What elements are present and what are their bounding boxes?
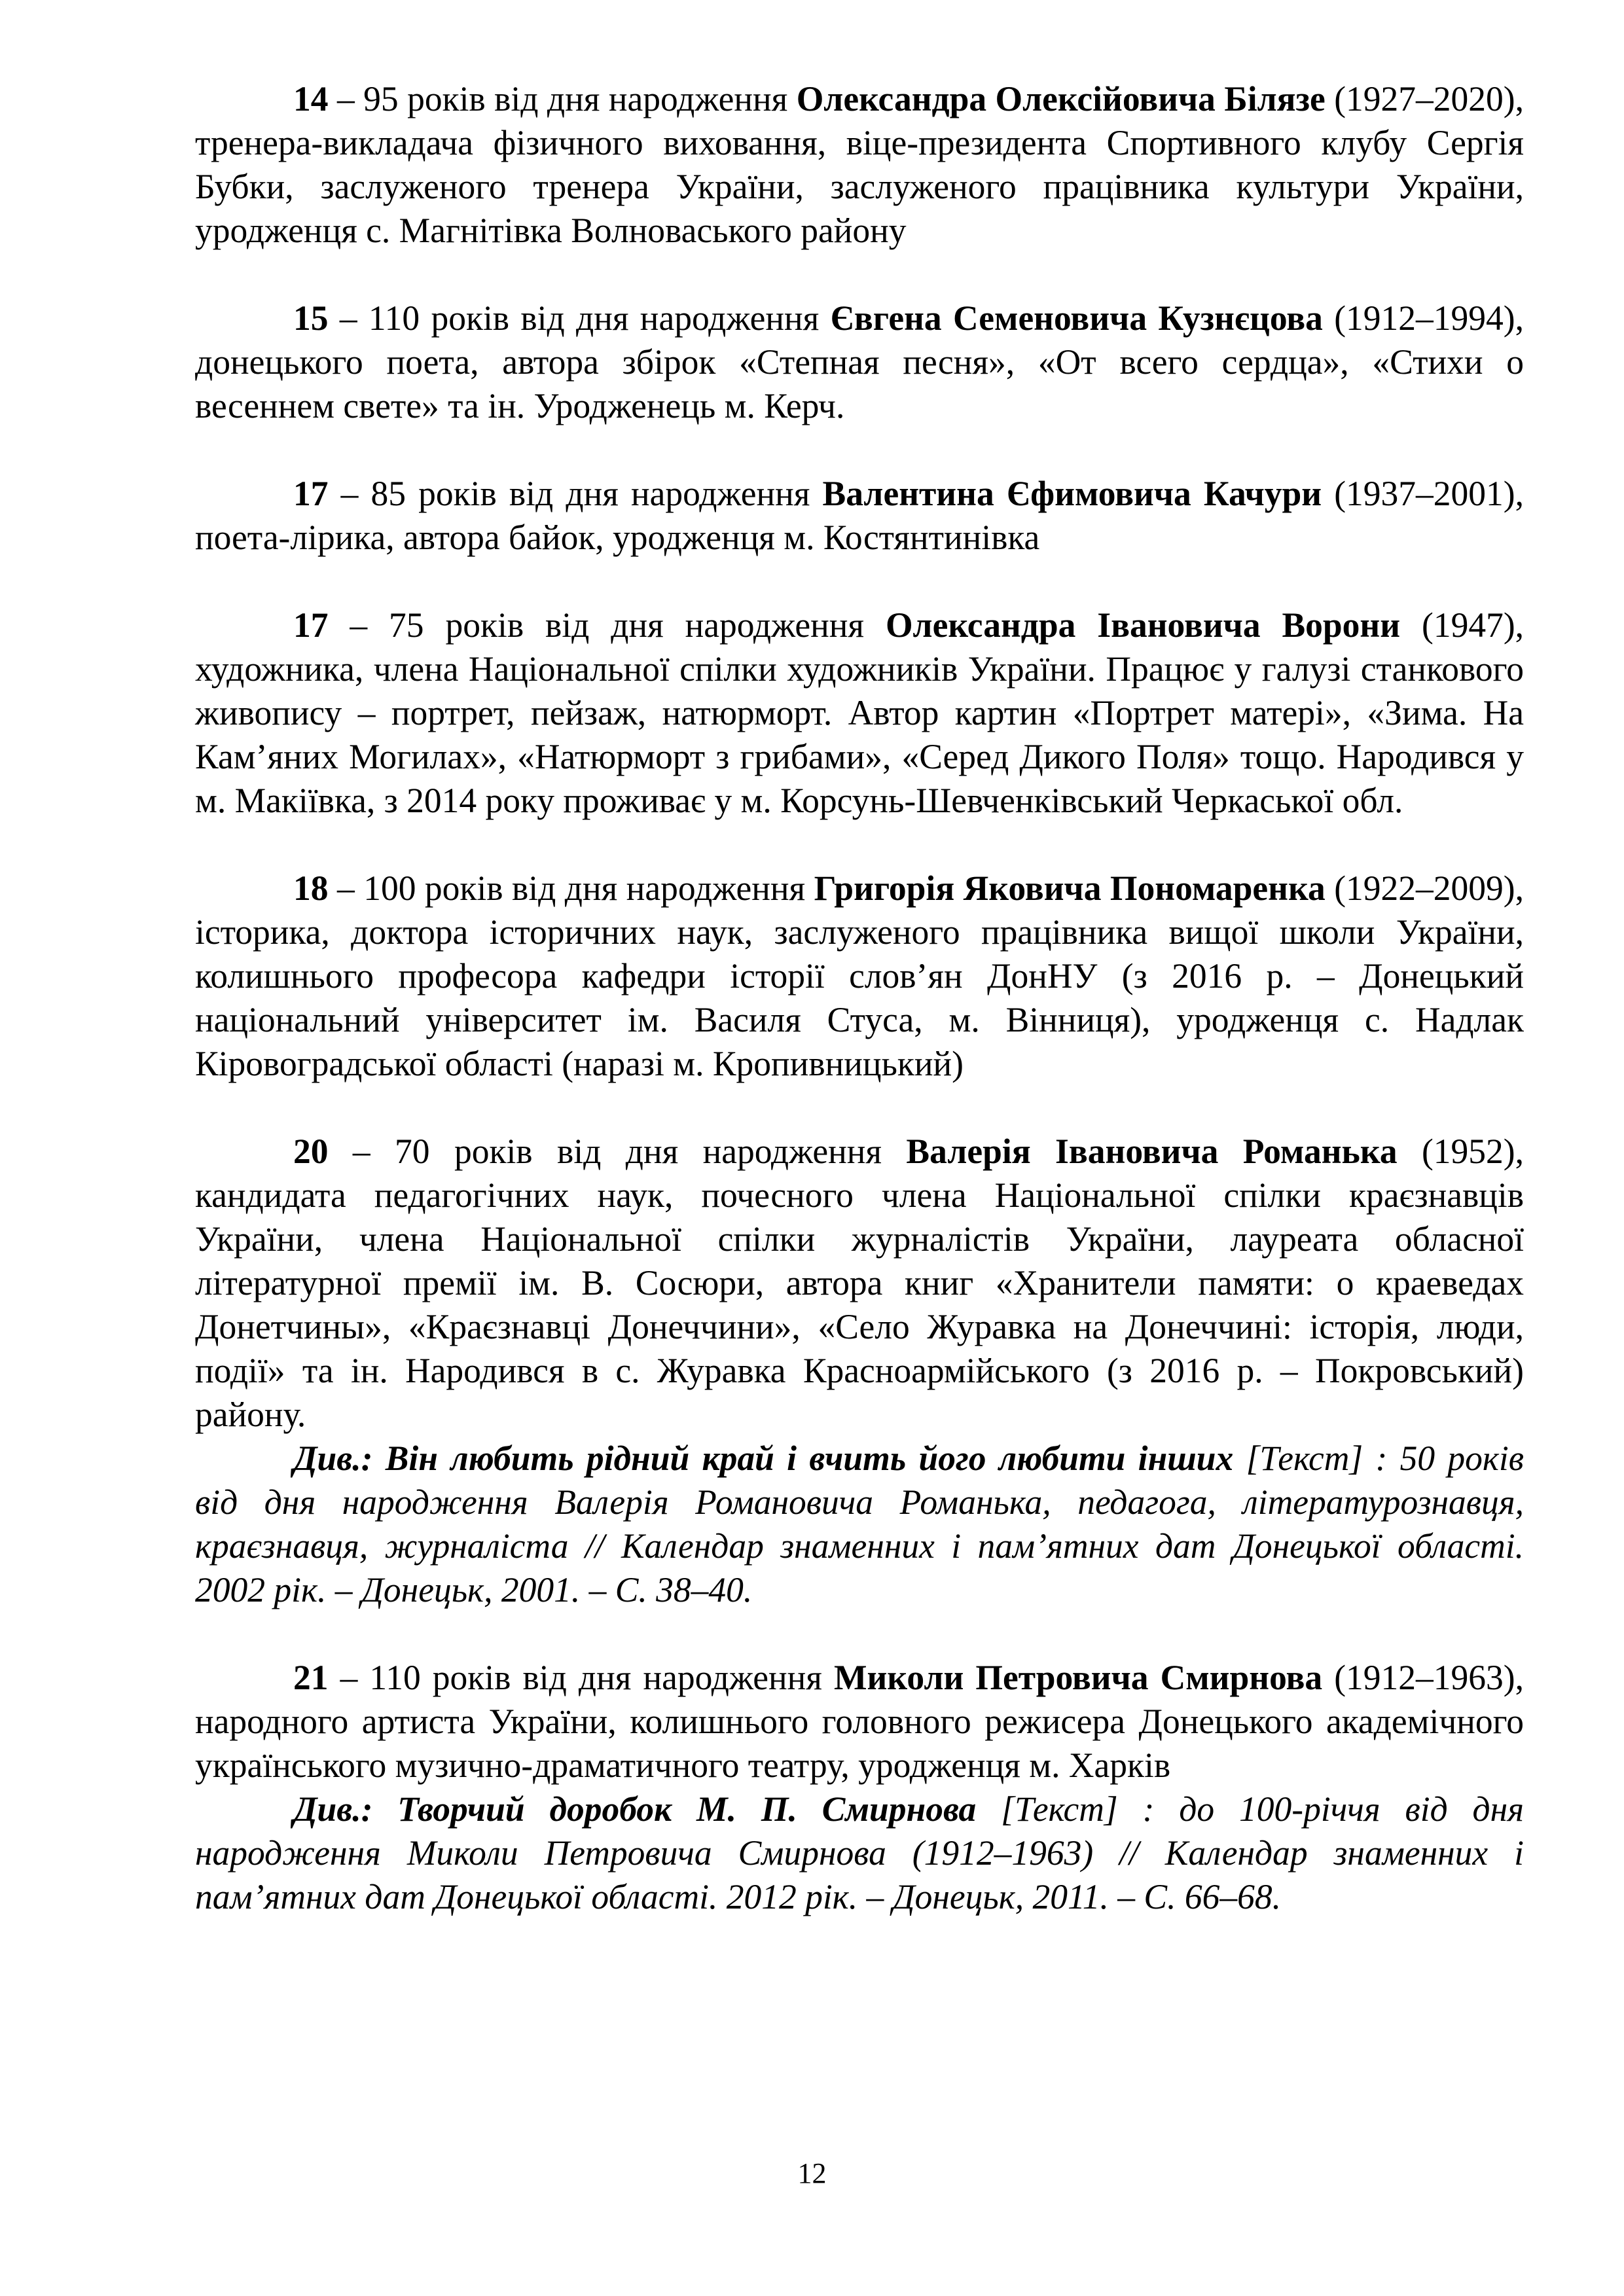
- entry-person-name: Валерія Івановича Романька: [906, 1132, 1398, 1171]
- entry-person-name: Миколи Петровича Смирнова: [833, 1658, 1323, 1697]
- entry-paragraph: [195, 296, 1524, 428]
- entry-17-vorona: [195, 603, 1524, 823]
- reference-details: [Текст] : до 100-річчя від дня народження Миколи Петровича Смирнова (1912–1963) // Календар знаменних і пам’ятних дат Донецької області. 2012 рік. – Донецьк, 2011. – С. 66–68.: [195, 1789, 1524, 1916]
- entry-18-ponomarenko: [195, 867, 1524, 1086]
- entry-paragraph: [195, 1656, 1524, 1787]
- entry-day: 21: [293, 1658, 329, 1697]
- entry-reference: [195, 1787, 1524, 1919]
- entry-17-kachura: [195, 472, 1524, 560]
- entry-description: (1927–2020), тренера-викладача фізичного виховання, віце-президента Спортивного клубу Сергія Бубки, заслуженого тренера України, заслуженого працівника культури України, уродженця с. Магнітівка Волноваського району: [195, 79, 1524, 250]
- reference-details: [Текст] : 50 років від дня народження Валерія Романовича Романька, педагога, літературознавця, краєзнавця, журналіста // Календар знаменних і пам’ятних дат Донецької області. 2002 рік. – Донецьк, 2001. – С. 38–40.: [195, 1439, 1524, 1609]
- entry-day: 17: [293, 605, 329, 645]
- entry-person-name: Олександра Олексійовича Білязе: [796, 79, 1326, 118]
- entry-description: (1937–2001), поета-лірика, автора байок, уродженця м. Костянтинівка: [195, 474, 1524, 557]
- entry-14-bilyaze: [195, 77, 1524, 253]
- entry-day: 15: [293, 298, 329, 338]
- page-content: [195, 77, 1524, 1963]
- entry-day: 14: [293, 79, 329, 118]
- reference-label: Див.:: [293, 1439, 373, 1478]
- entry-person-name: Олександра Івановича Ворони: [885, 605, 1401, 645]
- entry-20-romanko: [195, 1130, 1524, 1612]
- entry-anniversary-text: – 75 років від дня народження: [328, 605, 886, 645]
- entry-anniversary-text: – 70 років від дня народження: [328, 1132, 907, 1171]
- entry-21-smyrnov: [195, 1656, 1524, 1919]
- entry-paragraph: [195, 603, 1524, 823]
- entry-paragraph: [195, 1130, 1524, 1437]
- reference-label: Див.:: [293, 1789, 373, 1829]
- entry-description: (1912–1994), донецького поета, автора збірок «Степная песня», «От всего сердца», «Стихи о весеннем свете» та ін. Уродженець м. Керч.: [195, 298, 1524, 425]
- reference-title: Творчий доробок М. П. Смирнова: [372, 1789, 977, 1829]
- entry-paragraph: [195, 77, 1524, 253]
- entry-15-kuznetsov: [195, 296, 1524, 428]
- entry-anniversary-text: – 110 років від дня народження: [328, 298, 831, 338]
- entry-description: (1947), художника, члена Національної спілки художників України. Працює у галузі станкового живопису – портрет, пейзаж, натюрморт. Автор картин «Портрет матері», «Зима. На Кам’яних Могилах», «Натюрморт з грибами», «Серед Дикого Поля» тощо. Народився у м. Макіївка, з 2014 року проживає у м. Корсунь-Шевченківський Черкаської обл.: [195, 605, 1525, 820]
- entry-paragraph: [195, 472, 1524, 560]
- entry-anniversary-text: – 110 років від дня народження: [328, 1658, 834, 1697]
- entry-day: 17: [293, 474, 329, 513]
- entry-person-name: Григорія Яковича Пономаренка: [814, 869, 1326, 908]
- entry-description: (1922–2009), історика, доктора історичних наук, заслуженого працівника вищої школи України, колишнього професора кафедри історії слов’ян ДонНУ (з 2016 р. – Донецький національний університет ім. Василя Стуса, м. Вінниця), уродженця с. Надлак Кіровоградської області (наразі м. Кропивницький): [195, 869, 1524, 1083]
- entry-description: (1952), кандидата педагогічних наук, почесного члена Національної спілки краєзнавців України, члена Національної спілки журналістів України, лауреата обласної літературної премії ім. В. Сосюри, автора книг «Хранители памяти: о краеведах Донетчины», «Краєзнавці Донеччини», «Село Журавка на Донеччині: історія, люди, події» та ін. Народився в с. Журавка Красноармійського (з 2016 р. – Покровський) району.: [195, 1132, 1525, 1434]
- entry-anniversary-text: – 100 років від дня народження: [328, 869, 814, 908]
- entry-person-name: Євгена Семеновича Кузнєцова: [830, 298, 1323, 338]
- entry-anniversary-text: – 95 років від дня народження: [328, 79, 797, 118]
- entry-reference: [195, 1437, 1524, 1612]
- entry-description: (1912–1963), народного артиста України, колишнього головного режисера Донецького академічного українського музично-драматичного театру, уродженця м. Харків: [195, 1658, 1524, 1785]
- reference-title: Він любить рідний край і вчить його любити інших: [372, 1439, 1234, 1478]
- entry-day: 18: [293, 869, 329, 908]
- page-number: 12: [797, 2157, 827, 2189]
- entry-anniversary-text: – 85 років від дня народження: [328, 474, 823, 513]
- entry-day: 20: [293, 1132, 329, 1171]
- entry-person-name: Валентина Єфимовича Качури: [822, 474, 1322, 513]
- entry-paragraph: [195, 867, 1524, 1086]
